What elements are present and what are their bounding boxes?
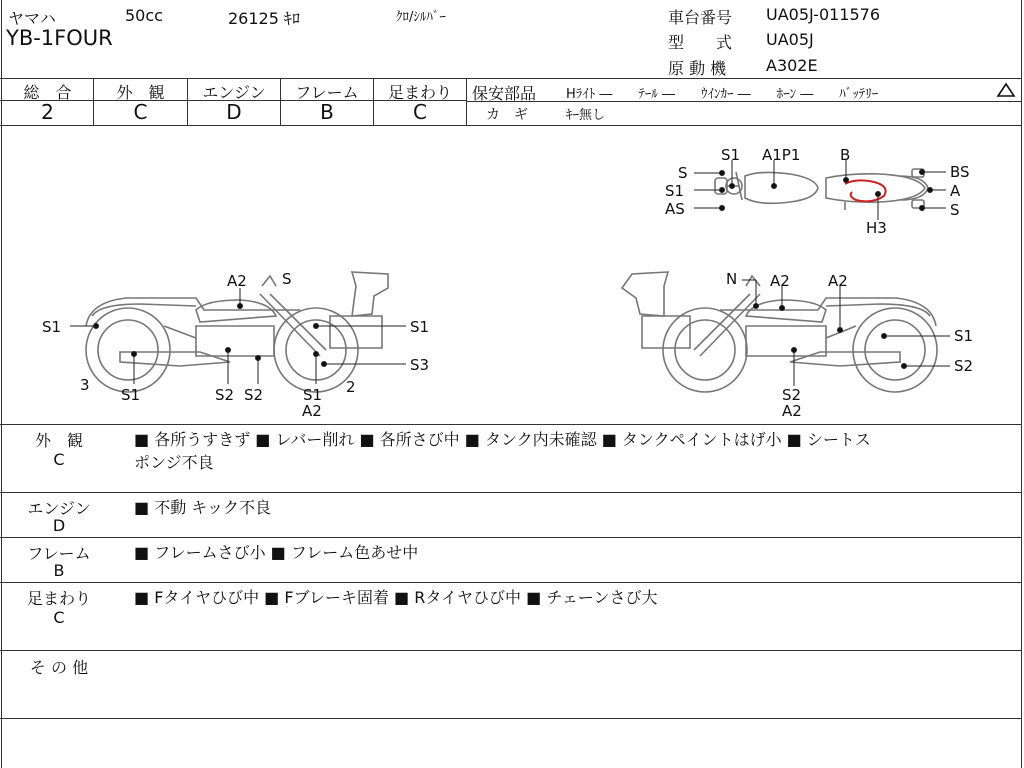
grade-top-line — [0, 78, 1022, 79]
remark-text-suspension: ■ Fタイヤひび中 ■ Fブレーキ固着 ■ Rタイヤひび中 ■ チェーンさび大 — [134, 588, 658, 607]
remark-grade-suspension: C — [53, 608, 65, 627]
diagram-label: S2 — [244, 386, 264, 404]
diagram-label: S3 — [410, 356, 430, 374]
key-label: カ ギ — [486, 107, 528, 123]
bike-top-view — [715, 169, 928, 210]
diagram-label: B — [840, 146, 851, 164]
diagram-label: S1 — [42, 318, 62, 336]
grade-label-engine: エンジン — [202, 83, 266, 102]
remark-grade-engine: D — [52, 516, 66, 535]
remarks-bottom-line — [0, 718, 1022, 719]
diagram-label: A2 — [770, 272, 790, 290]
battery-triangle-icon — [996, 82, 1016, 102]
diagram-label: A2 — [828, 272, 848, 290]
diagram-label: S1 — [410, 318, 430, 336]
diagram-label: S — [282, 270, 292, 288]
remarks-divider — [0, 537, 1022, 538]
remarks-divider — [0, 650, 1022, 651]
diagram-label: S1 — [303, 386, 323, 404]
diagram-label: BS — [950, 163, 970, 181]
diagram-label: S1 — [665, 182, 685, 200]
type-value: UA05J — [766, 30, 814, 49]
grade-label-exterior: 外 観 — [116, 83, 165, 102]
diagram-label: S — [678, 164, 688, 182]
remarks-divider — [0, 582, 1022, 583]
remark-label-other: そ の 他 — [29, 658, 89, 677]
grade-label-overall: 総 合 — [23, 83, 72, 102]
grade-label-frame: フレーム — [295, 83, 359, 102]
grade-value-frame: B — [320, 100, 334, 124]
diagram-label: A2 — [227, 272, 247, 290]
remark-grade-exterior: C — [53, 450, 65, 469]
diagram-label: A — [950, 182, 961, 200]
remark-text-exterior-cont: ポンジ不良 — [134, 453, 214, 472]
diagram-label: S2 — [215, 386, 235, 404]
frame-no: UA05J-011576 — [766, 5, 881, 24]
engine-label: 原 動 機 — [668, 59, 727, 78]
model-name: YB-1FOUR — [6, 26, 113, 50]
remark-label-engine: エンジン — [27, 499, 91, 518]
diagram-label: N — [726, 270, 738, 288]
remark-text-frame: ■ フレームさび小 ■ フレーム色あせ中 — [134, 543, 419, 562]
frame-no-label: 車台番号 — [668, 8, 733, 27]
diagram-label: 3 — [80, 376, 90, 394]
bike-left-view — [86, 272, 388, 392]
diagram-label: A2 — [782, 402, 802, 420]
maker: ヤマハ — [8, 9, 56, 28]
diagram-label: S1 — [721, 146, 741, 164]
engine-value: A302E — [766, 56, 818, 75]
grade-divider — [466, 78, 467, 125]
top-view-leaders — [694, 160, 946, 220]
grade-value-exterior: C — [133, 100, 148, 124]
remark-label-frame: フレーム — [27, 544, 91, 563]
diagram-label: A2 — [302, 402, 322, 420]
diagram-label: 2 — [346, 378, 356, 396]
remarks-divider — [0, 492, 1022, 493]
displacement: 50cc — [125, 6, 163, 25]
diagram-label: AS — [665, 200, 685, 218]
safety-items: Hﾗｲﾄ ― ﾃｰﾙ ― ｳｲﾝｶｰ ― ﾎｰﾝ ― ﾊﾞｯﾃﾘｰ — [566, 87, 879, 102]
diagram-label: A1P1 — [762, 146, 801, 164]
diagram-label: S1 — [121, 386, 141, 404]
remark-text-engine: ■ 不動 キック不良 — [134, 498, 271, 517]
color: ｸﾛ/ｼﾙﾊﾞｰ — [396, 10, 446, 25]
remark-label-exterior: 外 観 — [34, 431, 83, 450]
grade-value-engine: D — [226, 100, 242, 124]
diagram-label: H3 — [866, 219, 887, 237]
grade-value-overall: 2 — [41, 100, 54, 124]
remark-label-suspension: 足まわり — [26, 589, 91, 608]
bike-right-view — [622, 272, 937, 392]
type-label: 型 式 — [668, 33, 733, 52]
remark-grade-frame: B — [53, 561, 65, 580]
grade-value-suspension: C — [413, 100, 427, 124]
diagram-label: S2 — [782, 386, 802, 404]
diagram-label: S — [950, 201, 960, 219]
remarks-top-line — [0, 424, 1022, 425]
diagram-label: S1 — [954, 327, 974, 345]
diagram-label: S2 — [954, 357, 974, 375]
remark-text-exterior: ■ 各所うすきず ■ レバー削れ ■ 各所さび中 ■ タンク内未確認 ■ タンクペイントはげ小 ■ シートス — [134, 430, 871, 449]
safety-title: 保安部品 — [472, 84, 537, 103]
damage-mark-h3 — [845, 180, 886, 201]
key-value: ｷｰ無し — [566, 108, 606, 123]
damage-diagram — [0, 126, 1022, 424]
mileage: 26125 ｷﾛ — [228, 9, 300, 28]
grade-label-suspension: 足まわり — [387, 83, 452, 102]
